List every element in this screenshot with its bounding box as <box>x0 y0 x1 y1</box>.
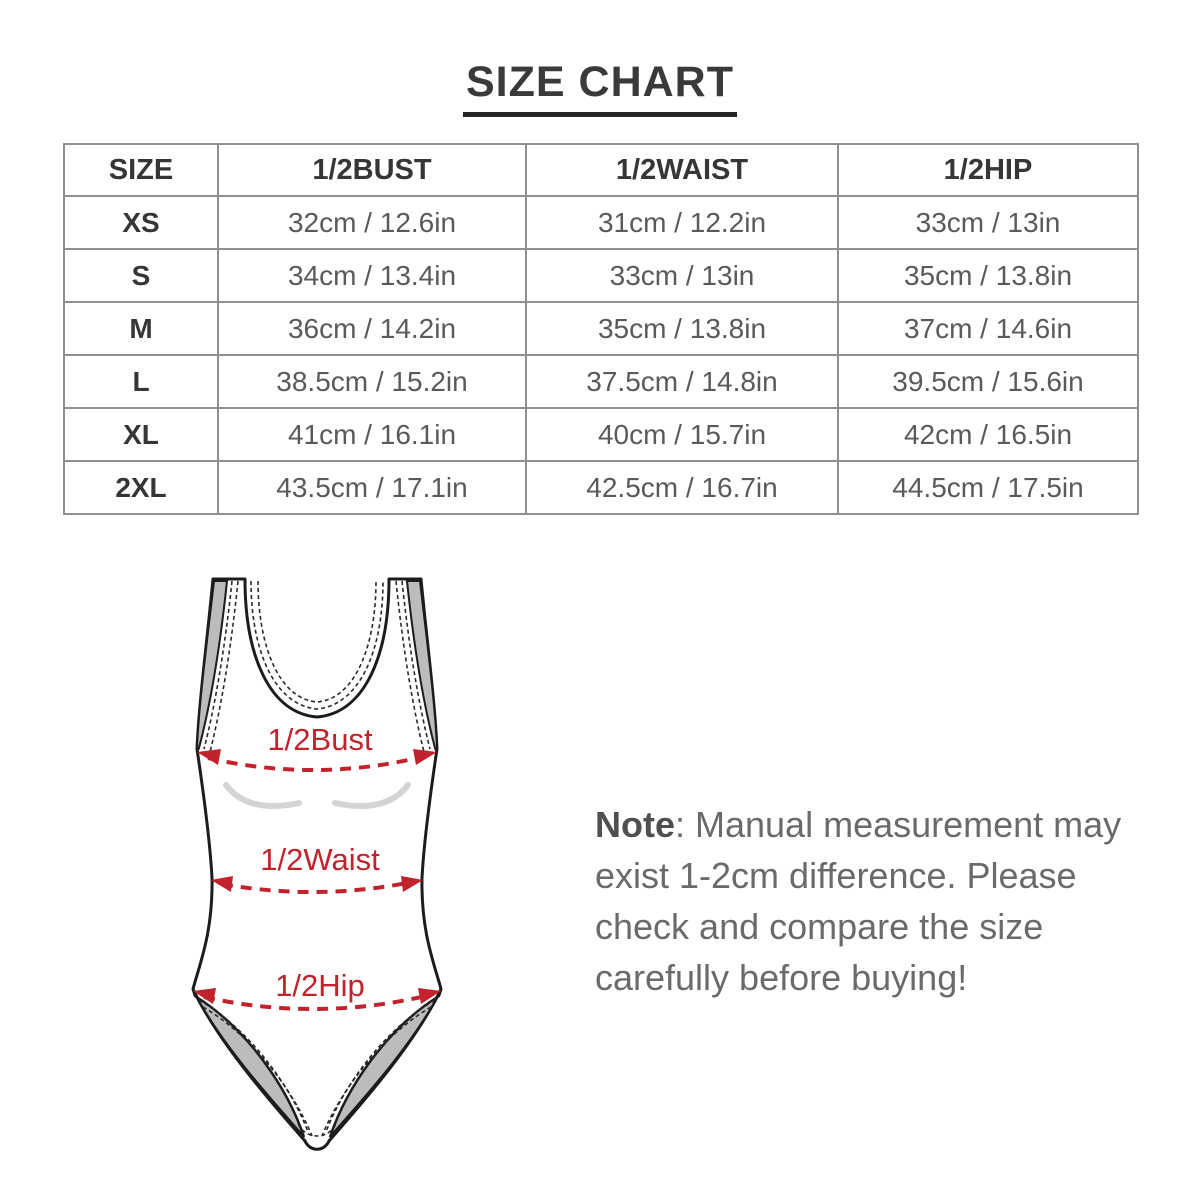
measurement-value: 34cm / 13.4in <box>218 249 526 302</box>
page-title: SIZE CHART <box>463 60 737 117</box>
note-line-3: check and compare the size <box>595 906 1044 947</box>
note-line <box>595 799 1155 850</box>
measurement-value: 33cm / 13in <box>838 196 1138 249</box>
column-header-bust: 1/2BUST <box>218 144 526 196</box>
measurement-value: 40cm / 15.7in <box>526 408 838 461</box>
table-row-xs <box>64 196 1138 249</box>
table-header-row <box>64 144 1138 196</box>
column-header-size: SIZE <box>64 144 218 196</box>
size-label: XL <box>64 408 218 461</box>
measurement-value: 43.5cm / 17.1in <box>218 461 526 514</box>
note-label: Note <box>595 804 675 845</box>
measurement-value: 33cm / 13in <box>526 249 838 302</box>
hip-measure-label: 1/2Hip <box>275 968 365 1003</box>
swimsuit-diagram <box>150 555 495 1180</box>
measurement-value: 35cm / 13.8in <box>526 302 838 355</box>
measurement-value: 37cm / 14.6in <box>838 302 1138 355</box>
size-label: L <box>64 355 218 408</box>
measurement-value: 36cm / 14.2in <box>218 302 526 355</box>
measurement-value: 32cm / 12.6in <box>218 196 526 249</box>
bust-measure-label: 1/2Bust <box>267 722 373 757</box>
measurement-value: 39.5cm / 15.6in <box>838 355 1138 408</box>
title-wrap <box>0 60 1200 117</box>
table-row-s <box>64 249 1138 302</box>
table-row-2xl <box>64 461 1138 514</box>
note-line-4: carefully before buying! <box>595 957 968 998</box>
measurement-value: 38.5cm / 15.2in <box>218 355 526 408</box>
size-label: XS <box>64 196 218 249</box>
measurement-value: 35cm / 13.8in <box>838 249 1138 302</box>
column-header-hip: 1/2HIP <box>838 144 1138 196</box>
measurement-value: 44.5cm / 17.5in <box>838 461 1138 514</box>
column-header-waist: 1/2WAIST <box>526 144 838 196</box>
table-row-m <box>64 302 1138 355</box>
size-label: S <box>64 249 218 302</box>
waist-measure-label: 1/2Waist <box>260 842 380 877</box>
table-row-xl <box>64 408 1138 461</box>
size-label: 2XL <box>64 461 218 514</box>
note-block <box>595 799 1155 1003</box>
note-line-2: exist 1-2cm difference. Please <box>595 855 1077 896</box>
measurement-value: 31cm / 12.2in <box>526 196 838 249</box>
size-chart-table <box>63 143 1139 515</box>
measurement-value: 42.5cm / 16.7in <box>526 461 838 514</box>
table-row-l <box>64 355 1138 408</box>
measurement-value: 37.5cm / 14.8in <box>526 355 838 408</box>
note-line-1: : Manual measurement may <box>675 804 1122 845</box>
measurement-value: 42cm / 16.5in <box>838 408 1138 461</box>
measurement-value: 41cm / 16.1in <box>218 408 526 461</box>
size-label: M <box>64 302 218 355</box>
